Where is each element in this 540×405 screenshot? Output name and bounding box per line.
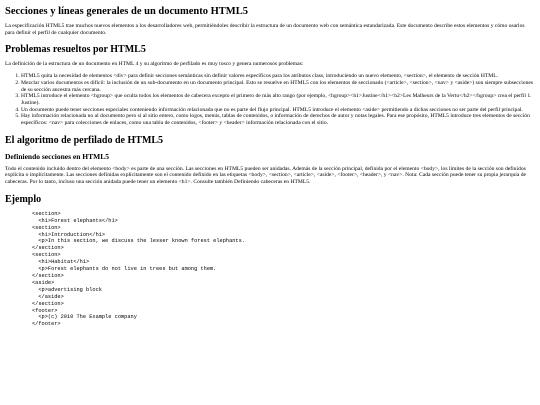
intro-paragraph: La especificación HTML5 trae muchos nuevos elementos a los desarrolladores web, permitiéndoles describir la estructura de un documento web con semántica estandarizada. Este documento describe estos elementos y cómo usarlos para definir el perfil de cualquier documento. bbox=[5, 23, 525, 36]
section-heading-algorithm: El algoritmo de perfilado de HTML5 bbox=[5, 134, 164, 146]
list-item: 1. HTML5 quita la necesidad de elementos <div> para definir secciones semánticas sin definir valores específicos para los atributos class, introduciendo un nuevo elemento, <section>, el elemento de sección HTML. bbox=[21, 73, 535, 80]
list-item: 5. Hay información relacionada no al documento pero sí al sitio entero, como logos, menús, tablas de contenidos, o información de derechos de autor y notas legales. Para ese propósito, HTML5 introduce tres elementos de sección específicos: <nav> para colecciones de enlaces, como una tabla de contenidos, <footer> y <header> información relacionada con el sitio. bbox=[21, 113, 535, 126]
defining-sections-paragraph: Todo el contenido incluido dentro del elemento <body> es parte de una sección. Las secciones en HTML5 pueden ser anidadas. Además de la sección principal, definida por el elemento <body>, los límites de la sección son definidos explícita o implícitamente. Las secciones definidas explícitamente son el contenido definido en las etiquetas <body>, <section>, <article>, <aside>, <footer>, <header>, y <nav>. Nota: Cada sección puede tener su propia jerarquía de cabeceras. Por lo tanto, incluso una sección anidada puede tener un elemento <h1>. Consulte también Definiendo cabeceras en HTML5. bbox=[5, 165, 527, 186]
list-item: 4. Un documento puede tener secciones especiales conteniendo información relacionada que no es parte del flujo principal. HTML5 introduce el elemento <aside> permitiendo a dichas secciones no ser parte del perfil principal. bbox=[21, 107, 535, 114]
list-item: 2. Mezclar varios documentos es difícil: la inclusión de un sub-documento en un documento principal. Esto se resuelve en HTML5 con los elementos de seccionado (<article>, <section>, <nav> y <aside>) son siempre subsecciones de su sección ancestra más cercana. bbox=[21, 80, 535, 93]
problems-intro: La definición de la estructura de un documento en HTML 4 y su algoritmo de perfilado es muy tosco y genera numerosos problemas: bbox=[5, 61, 304, 68]
problems-list bbox=[5, 73, 535, 127]
list-item: 3. HTML5 introduce el elemento <hgroup> que oculta todos los elementos de cabecera excepto el primero de más alto rango (por ejemplo, <hgroup><h1>Justine</h1><h2>Les Malheurs de la Vertu</h2></hgroup> crea el perfil 1. Justine). bbox=[21, 93, 535, 106]
code-example: <section> <h1>Forest elephants</h1> <section> <h1>Introduction</h1> <p>In this section, we discuss the lesser known forest elephants. </section> <section> <h1>Habitat</h1> <p>Forest elephants do not live in trees but among them. </section> <aside> <p>advertising block </aside> </section> <footer> <p>(c) 2010 The Example company </footer> bbox=[32, 210, 245, 328]
subsection-heading-defining: Definiendo secciones en HTML5 bbox=[5, 151, 109, 161]
page-title: Secciones y líneas generales de un documento HTML5 bbox=[5, 6, 248, 17]
section-heading-example: Ejemplo bbox=[5, 193, 42, 205]
section-heading-problems: Problemas resueltos por HTML5 bbox=[5, 44, 146, 56]
